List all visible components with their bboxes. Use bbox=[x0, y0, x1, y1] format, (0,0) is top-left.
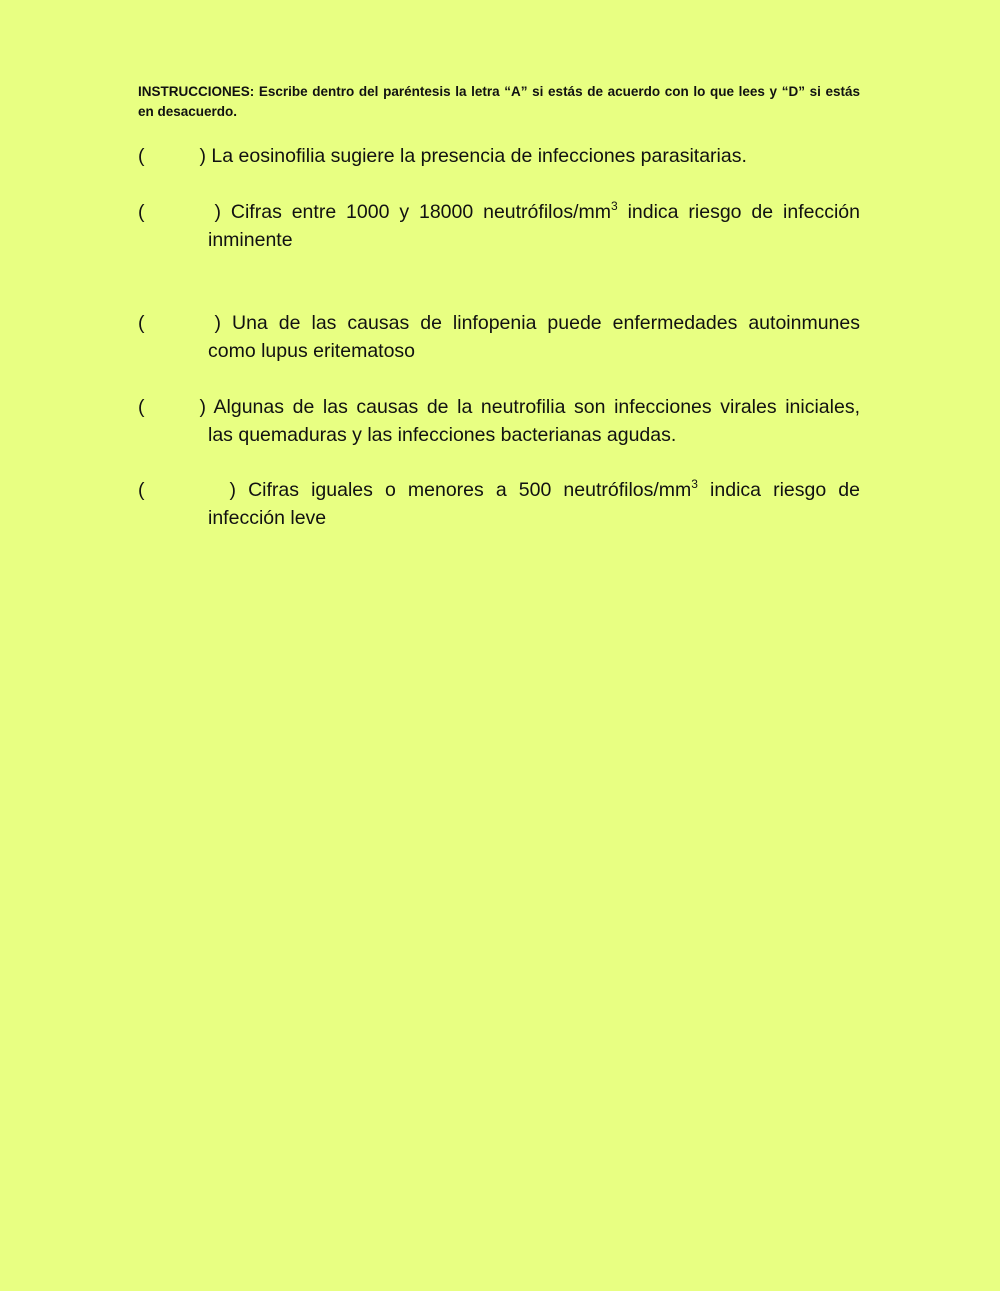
statement-3 bbox=[138, 309, 860, 365]
statement-5 bbox=[138, 476, 860, 532]
statement-4-text: ) Algunas de las causas de la neutrofilia son infecciones virales iniciales, bbox=[199, 396, 860, 418]
statement-3-line1 bbox=[138, 309, 860, 337]
statement-1-line1 bbox=[138, 142, 860, 170]
statement-1 bbox=[138, 142, 860, 170]
instructions-text: INSTRUCCIONES: Escribe dentro del paréntesis la letra “A” si estás de acuerdo con lo que lees y “D” si estás en desacuerdo. bbox=[138, 84, 860, 119]
superscript-3: 3 bbox=[610, 199, 618, 213]
statement-3-line2: como lupus eritematoso bbox=[208, 340, 416, 362]
statement-2-text-a: ) Cifras entre 1000 y 18000 neutrófilos/mm bbox=[214, 201, 611, 223]
statement-2-line1 bbox=[138, 198, 860, 226]
statement-5-text-a: ) Cifras iguales o menores a 500 neutrófilos/mm bbox=[229, 479, 692, 501]
statement-2-text-b: indica riesgo de infección bbox=[617, 201, 860, 223]
statement-3-text: ) Una de las causas de linfopenia puede enfermedades autoinmunes bbox=[214, 312, 860, 334]
answer-open-paren: ( bbox=[138, 145, 145, 167]
statement-2-line2: inminente bbox=[208, 229, 293, 251]
statement-4 bbox=[138, 393, 860, 449]
statement-4-line1 bbox=[138, 393, 860, 421]
statement-5-line2: infección leve bbox=[208, 507, 327, 529]
superscript-3: 3 bbox=[691, 477, 698, 491]
statement-5-line1 bbox=[138, 476, 860, 504]
answer-open-paren: ( bbox=[138, 479, 145, 501]
answer-open-paren: ( bbox=[138, 396, 145, 418]
statement-5-text-b: indica riesgo de bbox=[697, 479, 860, 501]
answer-open-paren: ( bbox=[138, 312, 145, 334]
statement-4-line2: las quemaduras y las infecciones bacterianas agudas. bbox=[208, 424, 677, 446]
answer-open-paren: ( bbox=[138, 201, 145, 223]
statement-2 bbox=[138, 198, 860, 254]
statement-1-text: ) La eosinofilia sugiere la presencia de infecciones parasitarias. bbox=[199, 145, 747, 167]
